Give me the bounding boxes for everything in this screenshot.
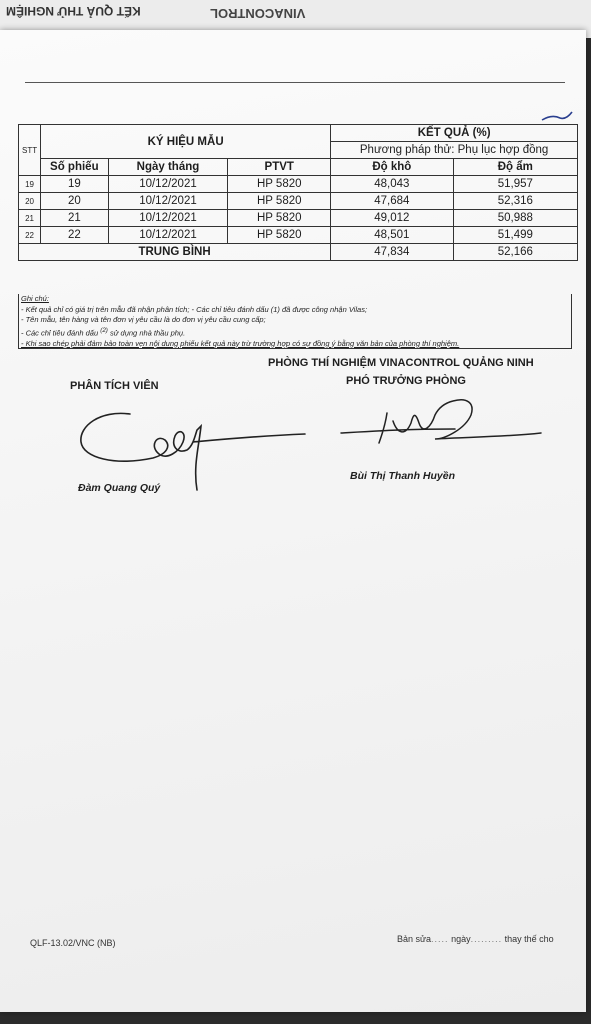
cell-stt: 21 — [19, 210, 41, 227]
cell-so-phieu: 19 — [41, 176, 108, 193]
cell-do-kho: 48,501 — [331, 227, 453, 244]
revision-label: Bản sửa — [397, 934, 432, 944]
cell-do-kho: 49,012 — [331, 210, 453, 227]
cell-ptvt: HP 5820 — [228, 227, 331, 244]
table-row — [19, 227, 578, 244]
notes-title: Ghi chú: — [21, 294, 49, 303]
header-sample: KÝ HIỆU MẪU — [41, 125, 331, 159]
average-do-kho: 47,834 — [331, 244, 453, 261]
cell-do-am: 51,957 — [453, 176, 578, 193]
deputy-head-name: Bùi Thị Thanh Huyền — [350, 470, 455, 482]
cell-stt: 20 — [19, 193, 41, 210]
note-line — [21, 326, 571, 339]
note-line: - Khi sao chép phải đảm bảo toàn vẹn nội dung phiếu kết quả này trừ trường hợp có sự đồng ý bằng văn bản của phòng thí nghiệm. — [21, 338, 460, 348]
header-result: KẾT QUẢ (%) — [331, 125, 578, 142]
deputy-head-role: PHÓ TRƯỞNG PHÒNG — [346, 375, 466, 387]
pen-mark-icon — [540, 110, 574, 124]
cell-do-kho: 48,043 — [331, 176, 453, 193]
note-text: sử dụng nhà thầu phụ. — [107, 328, 186, 337]
col-header-do-kho: Độ khô — [331, 159, 453, 176]
cell-so-phieu: 22 — [41, 227, 108, 244]
revision-line: Bản sửa..... ngày......... thay thế cho — [397, 934, 554, 944]
date-label: ngày — [451, 934, 471, 944]
cell-do-am: 51,499 — [453, 227, 578, 244]
results-table — [18, 124, 578, 261]
table-row — [19, 210, 578, 227]
document-page — [0, 30, 586, 1012]
average-label: TRUNG BÌNH — [19, 244, 331, 261]
cell-ngay: 10/12/2021 — [108, 227, 228, 244]
note-text: - Các chỉ tiêu đánh dấu — [21, 328, 99, 337]
table-row — [19, 176, 578, 193]
notes-section — [18, 294, 572, 349]
table-row — [19, 193, 578, 210]
cell-ngay: 10/12/2021 — [108, 210, 228, 227]
note-line: - Kết quả chỉ có giá trị trên mẫu đã nhận phân tích; - Các chỉ tiêu đánh dấu (1) đã được công nhận Vilas; — [21, 304, 368, 314]
underlying-page-text: KẾT QUẢ THỬ NGHIỆM — [6, 4, 141, 18]
deputy-head-signature — [335, 393, 545, 453]
col-header-do-am: Độ ẩm — [453, 159, 578, 176]
cell-ptvt: HP 5820 — [228, 193, 331, 210]
col-header-ngay-thang: Ngày tháng — [108, 159, 228, 176]
cell-ptvt: HP 5820 — [228, 210, 331, 227]
cell-do-kho: 47,684 — [331, 193, 453, 210]
cell-stt: 19 — [19, 176, 41, 193]
analyst-name: Đàm Quang Quý — [78, 482, 161, 494]
note-line: - Tên mẫu, tên hàng và tên đơn vị yêu cầu là do đơn vị yêu cầu cung cấp; — [21, 315, 266, 324]
note-superscript: (2) — [100, 326, 108, 334]
underlying-page-text-2: VINACONTROL — [210, 6, 306, 21]
col-header-ptvt: PTVT — [228, 159, 331, 176]
cell-do-am: 52,316 — [453, 193, 578, 210]
cell-so-phieu: 20 — [41, 193, 108, 210]
col-header-stt: STT — [19, 125, 41, 176]
top-rule — [25, 82, 565, 83]
cell-so-phieu: 21 — [41, 210, 108, 227]
cell-ngay: 10/12/2021 — [108, 193, 228, 210]
cell-ptvt: HP 5820 — [228, 176, 331, 193]
replace-label: thay thế cho — [504, 934, 554, 944]
cell-ngay: 10/12/2021 — [108, 176, 228, 193]
analyst-role: PHÂN TÍCH VIÊN — [70, 380, 159, 392]
header-method: Phương pháp thử: Phụ lục hợp đồng — [331, 142, 578, 159]
col-header-so-phieu: Số phiếu — [41, 159, 108, 176]
average-row — [19, 244, 578, 261]
cell-do-am: 50,988 — [453, 210, 578, 227]
cell-stt: 22 — [19, 227, 41, 244]
lab-name: PHÒNG THÍ NGHIỆM VINACONTROL QUẢNG NINH — [268, 357, 534, 369]
form-code: QLF-13.02/VNC (NB) — [30, 938, 116, 948]
average-do-am: 52,166 — [453, 244, 578, 261]
